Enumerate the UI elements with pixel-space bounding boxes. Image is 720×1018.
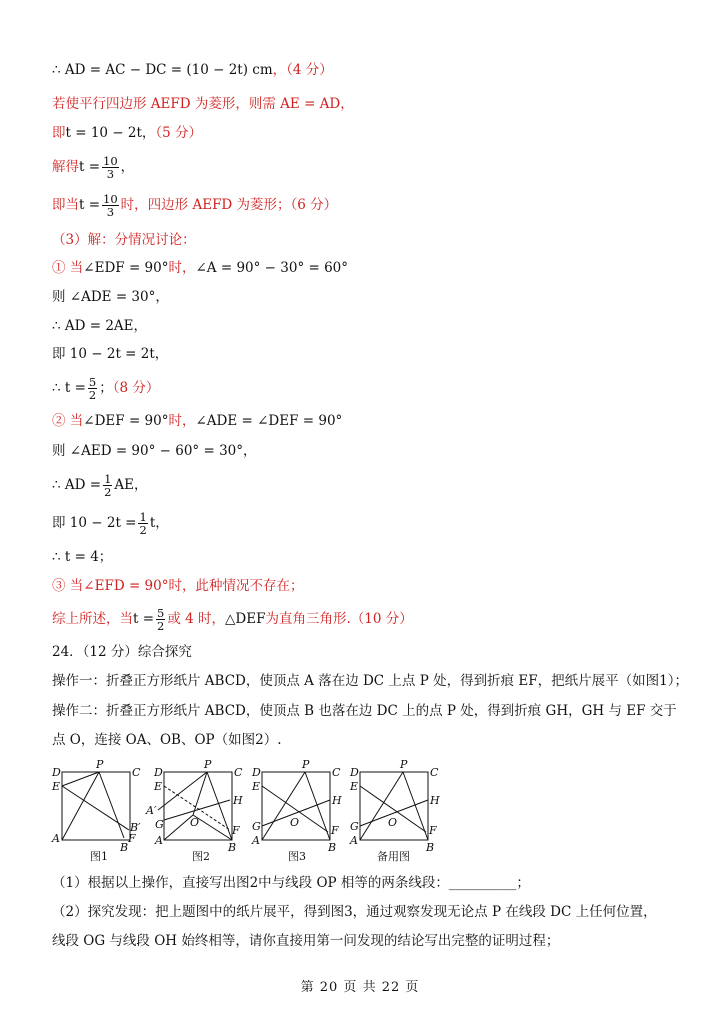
ad-equation: ∴ AD = AC − DC = (10 − 2t) cm (52, 62, 273, 78)
svg-text:P: P (302, 758, 310, 771)
fraction: $\frac{10}{3}$ (103, 154, 118, 181)
svg-text:B′: B′ (130, 821, 141, 834)
svg-text:D: D (154, 766, 163, 779)
answer-line-1 (52, 59, 333, 81)
svg-text:F: F (331, 824, 339, 837)
svg-text:A: A (252, 834, 260, 847)
question-text-1: 操作一：折叠正方形纸片 ABCD，使顶点 A 落在边 DC 上点 P 处，得到折痕 EF，把纸片展平（如图1）； (52, 673, 688, 689)
svg-text:O: O (388, 816, 398, 829)
svg-text:C: C (430, 766, 439, 779)
svg-text:E: E (350, 780, 359, 793)
svg-text:P: P (96, 758, 104, 771)
svg-text:D: D (252, 766, 261, 779)
svg-text:B: B (426, 841, 435, 854)
svg-text:A: A (350, 834, 358, 847)
answer-line-10: 即 10 − 2t = 2t， (52, 346, 169, 362)
question-text-3: 点 O，连接 OA、OB、OP（如图2）. (52, 732, 282, 748)
svg-text:图2: 图2 (192, 850, 210, 863)
svg-text:C: C (332, 766, 341, 779)
sub-question-2-cont: 线段 OG 与线段 OH 始终相等，请你直接用第一问发现的结论写出完整的证明过程； (52, 933, 560, 949)
answer-line-11: ∴ t = $\frac{5}{2}$ ；（8 分） (52, 375, 160, 402)
svg-text:E: E (52, 780, 61, 793)
answer-line-7: ① 当∠EDF = 90°时，∠A = 90° − 30° = 60° (52, 260, 349, 276)
figures-row (42, 760, 462, 870)
svg-text:C: C (234, 766, 243, 779)
svg-text:A: A (52, 832, 60, 845)
fraction: $\frac{5}{2}$ (157, 606, 165, 633)
svg-text:P: P (400, 758, 408, 771)
answer-line-13: 则 ∠AED = 90° − 60° = 30°， (52, 443, 257, 459)
answer-line-8: 则 ∠ADE = 30°， (52, 289, 169, 305)
answer-line-14: ∴ AD = $\frac{1}{2}$ AE， (52, 472, 148, 499)
svg-text:D: D (52, 766, 61, 779)
geometry-figures (42, 760, 462, 870)
fraction: $\frac{1}{2}$ (139, 510, 147, 537)
svg-text:F: F (232, 824, 240, 837)
svg-text:F: F (429, 824, 437, 837)
svg-text:A′: A′ (146, 804, 157, 817)
answer-line-5: 即当t = $\frac{10}{3}$ 时，四边形 AEFD 为菱形；（6 分） (52, 192, 338, 219)
svg-text:G: G (252, 820, 261, 833)
answer-line-9: ∴ AD = 2AE， (52, 318, 148, 334)
svg-text:H: H (233, 794, 243, 807)
figure-1 (51, 758, 141, 863)
svg-text:F: F (128, 832, 136, 845)
svg-text:P: P (204, 758, 212, 771)
svg-text:H: H (430, 794, 440, 807)
answer-line-6: （3）解：分情况讨论： (52, 232, 196, 248)
figure-3 (251, 758, 342, 863)
answer-line-2: 若使平行四边形 AEFD 为菱形，则需 AE = AD， (52, 96, 354, 112)
svg-text:B: B (120, 841, 129, 854)
svg-text:图1: 图1 (90, 850, 108, 863)
answer-line-3: 即t = 10 − 2t，（5 分） (52, 125, 203, 141)
score-mark: ，（4 分） (272, 62, 333, 78)
svg-text:B: B (328, 841, 337, 854)
fraction: $\frac{10}{3}$ (103, 192, 118, 219)
fraction: $\frac{1}{2}$ (104, 472, 112, 499)
figure-2 (145, 758, 243, 863)
question-text-2: 操作二：折叠正方形纸片 ABCD，使顶点 B 也落在边 DC 上的点 P 处，得到折痕 GH，GH 与 EF 交于 (52, 703, 677, 719)
answer-line-16: ∴ t = 4； (52, 549, 113, 565)
sub-question-1: （1）根据以上操作，直接写出图2中与线段 OP 相等的两条线段：__________； (52, 875, 530, 891)
svg-text:H: H (332, 794, 342, 807)
fraction: $\frac{5}{2}$ (88, 375, 97, 402)
svg-text:C: C (132, 766, 141, 779)
svg-text:图3: 图3 (288, 850, 306, 863)
page-footer: 第 20 页 共 22 页 (300, 980, 420, 995)
svg-text:B: B (228, 841, 237, 854)
sub-question-2: （2）探究发现：把上题图中的纸片展平，得到图3，通过观察发现无论点 P 在线段 DC 上任何位置， (52, 904, 657, 920)
svg-text:D: D (350, 766, 359, 779)
answer-line-12: ② 当∠DEF = 90°时，∠ADE = ∠DEF = 90° (52, 413, 343, 429)
answer-line-18: 综上所述，当t = $\frac{5}{2}$ 或 4 时，△DEF为直角三角形.（10 分） (52, 606, 413, 633)
svg-text:G: G (350, 820, 359, 833)
svg-text:备用图: 备用图 (377, 850, 410, 863)
svg-text:E: E (154, 780, 163, 793)
svg-text:O: O (190, 816, 200, 829)
svg-text:G: G (155, 818, 164, 831)
question-heading: 24．（12 分）综合探究 (52, 644, 192, 660)
svg-text:E: E (252, 780, 261, 793)
answer-line-15: 即 10 − 2t = $\frac{1}{2}$ t， (52, 510, 169, 537)
svg-text:A: A (155, 834, 163, 847)
svg-text:O: O (290, 816, 300, 829)
answer-line-4: 解得t = $\frac{10}{3}$ ， (52, 154, 135, 181)
figure-spare (349, 758, 440, 863)
answer-line-17: ③ 当∠EFD = 90°时，此种情况不存在； (52, 578, 304, 594)
